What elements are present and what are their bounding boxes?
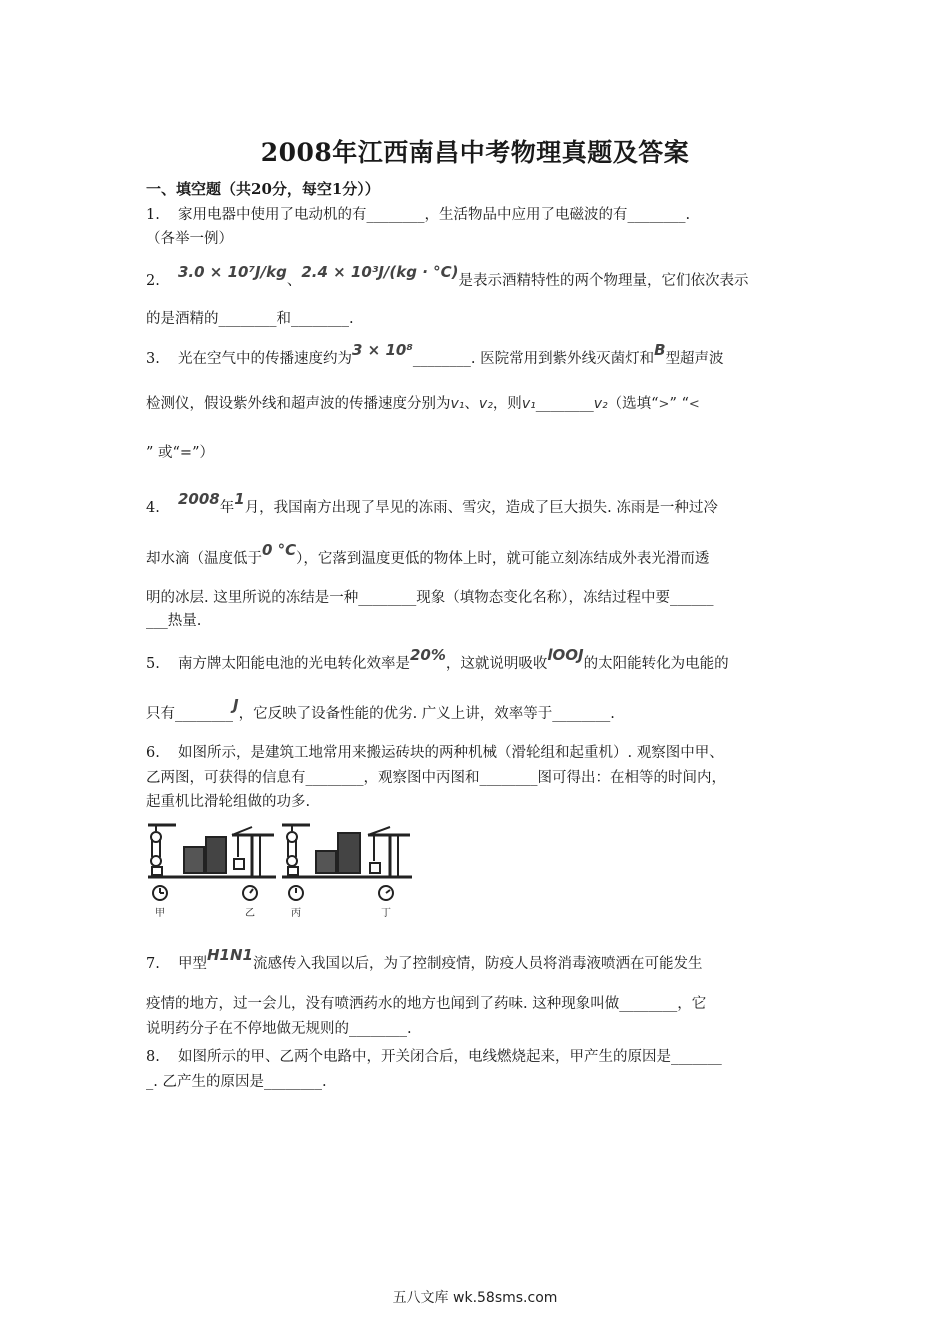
formula-heat-value: 3.0 × 10⁷J/kg bbox=[178, 263, 287, 281]
pulley-crane-figure bbox=[146, 817, 414, 921]
question-8: 8. 如图所示的甲、乙两个电路中，开关闭合后，电线燃烧起来，甲产生的原因是_______ bbox=[146, 1049, 722, 1065]
question-1: 1. 家用电器中使用了电动机的有________，生活物品中应用了电磁波的有________. bbox=[146, 207, 691, 223]
question-6-line2: 乙两图，可获得的信息有________，观察图中丙图和________图可得出：在相等的时间内， bbox=[146, 770, 726, 786]
question-3: 3. 光在空气中的传播速度约为3 × 10⁸________. 医院常用到紫外线灭菌灯和B型超声波 bbox=[146, 341, 724, 367]
footer-watermark: 五八文库 wk.58sms.com bbox=[392, 1290, 558, 1306]
question-4: 4. 2008年1月，我国南方出现了旱见的冻雨、雪灾，造成了巨大损失. 冻雨是一种过冷 bbox=[146, 490, 718, 516]
question-7-line2: 疫情的地方，过一会儿，没有喷洒药水的地方也闻到了药味. 这种现象叫做________，它 bbox=[146, 996, 707, 1012]
section-heading: 一、填空题（共20分，每空1分）） bbox=[146, 180, 380, 198]
fig-label-jia: 甲 bbox=[155, 908, 165, 919]
formula-specific-heat: 2.4 × 10³J/(kg · °C) bbox=[301, 263, 459, 281]
question-7-line3: 说明药分子在不停地做无规则的________. bbox=[146, 1021, 412, 1037]
question-8-line2: _. 乙产生的原因是________. bbox=[146, 1074, 327, 1090]
question-2: 2. 3.0 × 10⁷J/kg、2.4 × 10³J/(kg · °C)是表示酒精特性的两个物理量，它们依次表示 bbox=[146, 263, 749, 289]
question-4-line2: 却水滴（温度低于0 °C），它落到温度更低的物体上时，就可能立刻冻结成外表光滑而透 bbox=[146, 541, 710, 567]
fig-label-bing: 丙 bbox=[291, 908, 301, 919]
question-5: 5. 南方牌太阳能电池的光电转化效率是20%，这就说明吸收lOOJ的太阳能转化为电能的 bbox=[146, 646, 729, 672]
question-3-line2: 检测仪，假设紫外线和超声波的传播速度分别为v₁、v₂，则v₁________v₂（选填“>” “< bbox=[146, 396, 700, 412]
formula-b: B bbox=[654, 341, 666, 359]
formula-light-speed: 3 × 10⁸ bbox=[352, 341, 413, 359]
question-3-line3: ” 或“=”） bbox=[146, 445, 214, 461]
question-7: 7. 甲型H1N1流感传入我国以后，为了控制疫情，防疫人员将消毒液喷洒在可能发生 bbox=[146, 946, 703, 972]
page-title: 2008年江西南昌中考物理真题及答案 bbox=[260, 138, 690, 167]
question-5-line2: 只有________J，它反映了设备性能的优劣. 广义上讲，效率等于________. bbox=[146, 696, 615, 722]
question-4-line3: 明的冰层. 这里所说的冻结是一种________现象（填物态变化名称），冻结过程中要______ bbox=[146, 590, 714, 606]
fig-label-ding: 丁 bbox=[381, 908, 391, 919]
question-2-line2: 的是酒精的________和________. bbox=[146, 311, 354, 327]
question-6-line3: 起重机比滑轮组做的功多. bbox=[146, 794, 311, 810]
question-6: 6. 如图所示，是建筑工地常用来搬运砖块的两种机械（滑轮组和起重机）. 观察图中甲、 bbox=[146, 745, 724, 761]
question-4-line4: ___热量. bbox=[146, 613, 202, 629]
question-1-line2: （各举一例） bbox=[146, 231, 233, 247]
fig-label-yi: 乙 bbox=[245, 908, 255, 919]
